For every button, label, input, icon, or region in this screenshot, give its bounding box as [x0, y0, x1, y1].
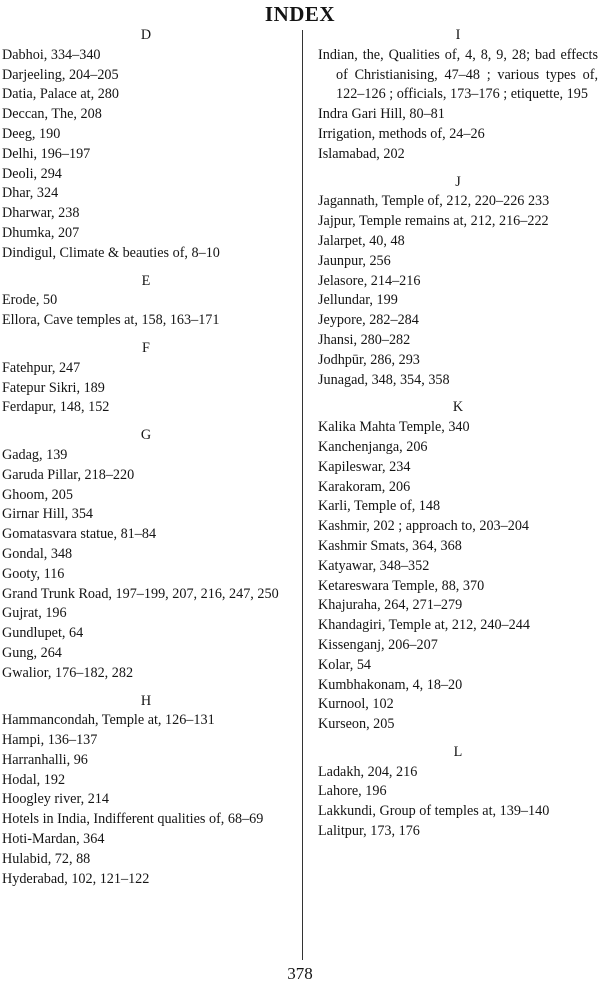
column-divider: [302, 30, 303, 960]
section-letter: G: [140, 427, 152, 444]
section-letter: I: [455, 27, 461, 43]
index-entry: Jellundar, 199: [318, 292, 398, 309]
index-entry: Hotels in India, Indifferent qualities of, 68–69: [2, 811, 264, 828]
index-entry: Ghoom, 205: [2, 486, 73, 503]
index-entry: Deeg, 190: [2, 125, 61, 142]
index-entry: Kumbhakonam, 4, 18–20: [318, 676, 463, 693]
index-entry: Indian, the, Qualities of, 4, 8, 9, 28; bad effects of Christianising, 47–48 ; various types of, 122–126 ; officials, 173–176 ; etiquette, 195: [318, 46, 598, 103]
index-entry: Kurseon, 205: [318, 716, 395, 733]
index-entry: Lahore, 196: [318, 783, 387, 800]
index-entry: Jajpur, Temple remains at, 212, 216–222: [318, 213, 549, 230]
section-letter: D: [140, 27, 152, 43]
section-gap: [2, 684, 290, 692]
index-entry: Harranhalli, 96: [2, 751, 88, 768]
index-entry: Indra Gari Hill, 80–81: [318, 106, 445, 123]
index-entry: Kalika Mahta Temple, 340: [318, 419, 470, 436]
index-entry: Grand Trunk Road, 197–199, 207, 216, 247, 250: [2, 585, 279, 602]
page-number: 378: [287, 964, 313, 983]
index-entry: Kapileswar, 234: [318, 458, 411, 475]
index-entry: Erode, 50: [2, 292, 58, 309]
index-entry: Gadag, 139: [2, 446, 68, 463]
section-gap: [2, 418, 290, 426]
index-entry: Karakoram, 206: [318, 478, 411, 495]
index-entry: Garuda Pillar, 218–220: [2, 466, 135, 483]
index-entry: Kanchenjanga, 206: [318, 438, 428, 455]
index-entry: Hampi, 136–137: [2, 732, 98, 749]
index-entry: Lakkundi, Group of temples at, 139–140: [318, 803, 550, 820]
index-entry: Jagannath, Temple of, 212, 220–226 233: [318, 193, 550, 210]
index-entry: Khajuraha, 264, 271–279: [318, 597, 463, 614]
index-entry: Hoogley river, 214: [2, 791, 109, 808]
section-gap: [2, 331, 290, 339]
index-entry: Deoli, 294: [2, 165, 62, 182]
index-entry: Junagad, 348, 354, 358: [318, 371, 450, 388]
index-entry: Gooty, 116: [2, 565, 65, 582]
index-entry: Gondal, 348: [2, 545, 73, 562]
index-entry: Dharwar, 238: [2, 205, 80, 222]
index-entry: Delhi, 196–197: [2, 145, 91, 162]
index-entry: Dabhoi, 334–340: [2, 46, 101, 63]
index-entry: Darjeeling, 204–205: [2, 66, 119, 83]
index-entry: Jaunpur, 256: [318, 252, 391, 269]
index-entry: Khandagiri, Temple at, 212, 240–244: [318, 617, 530, 634]
index-entry: Dhumka, 207: [2, 224, 80, 241]
index-entry: Ellora, Cave temples at, 158, 163–171: [2, 312, 220, 329]
section-gap: [318, 735, 598, 743]
section-letter: L: [453, 743, 463, 760]
index-entry: Katyawar, 348–352: [318, 557, 430, 574]
index-entry: Fatepur Sikri, 189: [2, 379, 105, 396]
index-entry: Karli, Temple of, 148: [318, 498, 441, 515]
index-entry: Dindigul, Climate & beauties of, 8–10: [2, 244, 220, 261]
index-entry: Deccan, The, 208: [2, 106, 102, 123]
index-entry: Jeypore, 282–284: [318, 312, 419, 329]
index-entry: Ketareswara Temple, 88, 370: [318, 577, 485, 594]
index-entry: Gomatasvara statue, 81–84: [2, 526, 157, 543]
index-entry: Jodhpūr, 286, 293: [318, 351, 420, 368]
index-entry: Fatehpur, 247: [2, 359, 81, 376]
index-entry: Ladakh, 204, 216: [318, 763, 418, 780]
index-entry: Kashmir Smats, 364, 368: [318, 537, 462, 554]
index-entry: Hulabid, 72, 88: [2, 850, 91, 867]
index-entry: Irrigation, methods of, 24–26: [318, 125, 485, 142]
index-entry: Islamabad, 202: [318, 145, 405, 162]
index-entry: Datia, Palace at, 280: [2, 86, 119, 103]
index-entry: Gwalior, 176–182, 282: [2, 664, 134, 681]
index-entry: Hammancondah, Temple at, 126–131: [2, 712, 215, 729]
section-letter: J: [455, 173, 461, 190]
index-entry: Kurnool, 102: [318, 696, 394, 713]
index-entry: Gung, 264: [2, 644, 62, 661]
section-letter: F: [142, 339, 150, 356]
index-entry: Ferdapur, 148, 152: [2, 399, 110, 416]
index-entry: Jhansi, 280–282: [318, 331, 411, 348]
index-entry: Hoti-Mardan, 364: [2, 831, 105, 848]
right-column: [318, 26, 598, 842]
section-letter: E: [141, 272, 151, 289]
index-entry: Lalitpur, 173, 176: [318, 823, 420, 840]
section-gap: [318, 165, 598, 173]
index-entry: Hodal, 192: [2, 771, 66, 788]
section-gap: [2, 264, 290, 272]
index-entry: Gundlupet, 64: [2, 625, 84, 642]
page-title: INDEX: [264, 2, 336, 26]
index-entry: Kissenganj, 206–207: [318, 636, 438, 653]
index-entry: Jelasore, 214–216: [318, 272, 421, 289]
index-entry: Gujrat, 196: [2, 605, 67, 622]
section-letter: K: [452, 399, 464, 416]
index-entry: Dhar, 324: [2, 185, 59, 202]
index-entry: Kolar, 54: [318, 656, 372, 673]
index-entry: Kashmir, 202 ; approach to, 203–204: [318, 518, 530, 535]
left-column: [2, 26, 290, 889]
index-entry: Hyderabad, 102, 121–122: [2, 870, 150, 887]
index-entry: Jalarpet, 40, 48: [318, 232, 405, 249]
section-letter: H: [140, 692, 152, 709]
section-gap: [318, 390, 598, 398]
index-entry: Girnar Hill, 354: [2, 506, 94, 523]
